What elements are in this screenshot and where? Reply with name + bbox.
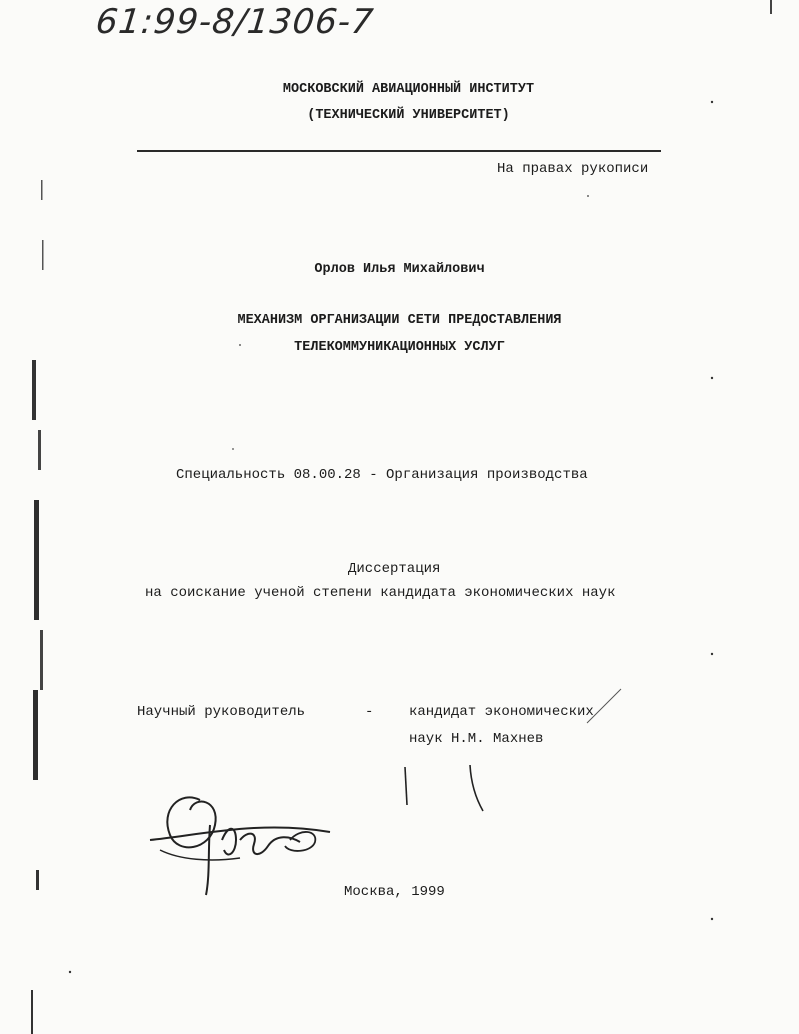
dissertation-title-line2: ТЕЛЕКОММУНИКАЦИОННЫХ УСЛУГ	[294, 340, 505, 355]
dissertation-title-line1: МЕХАНИЗМ ОРГАНИЗАЦИИ СЕТИ ПРЕДОСТАВЛЕНИЯ	[237, 313, 562, 328]
archive-code: 61:99-8/1306-7	[93, 2, 376, 42]
author-name: Орлов Илья Михайлович	[314, 262, 485, 277]
institution-name: МОСКОВСКИЙ АВИАЦИОННЫЙ ИНСТИТУТ	[282, 82, 535, 97]
institution-subtitle: (ТЕХНИЧЕСКИЙ УНИВЕРСИТЕТ)	[307, 108, 510, 123]
pencil-marks	[395, 765, 495, 825]
supervisor-dash: -	[365, 704, 374, 720]
supervisor-label: Научный руководитель	[137, 704, 306, 720]
supervisor-value-line2: наук Н.М. Махнев	[409, 731, 544, 747]
place-and-year: Москва, 1999	[344, 884, 445, 900]
degree-statement: на соискание ученой степени кандидата экономических наук	[145, 585, 616, 601]
header-divider	[137, 150, 661, 152]
specialty: Специальность 08.00.28 - Организация производства	[176, 467, 588, 483]
signature	[140, 780, 340, 900]
rights-note: На правах рукописи	[497, 161, 649, 177]
supervisor-value-line1: кандидат экономических	[409, 704, 594, 720]
pencil-slash	[585, 685, 625, 725]
document-type: Диссертация	[348, 561, 441, 577]
scan-binding-edge	[28, 130, 58, 1034]
